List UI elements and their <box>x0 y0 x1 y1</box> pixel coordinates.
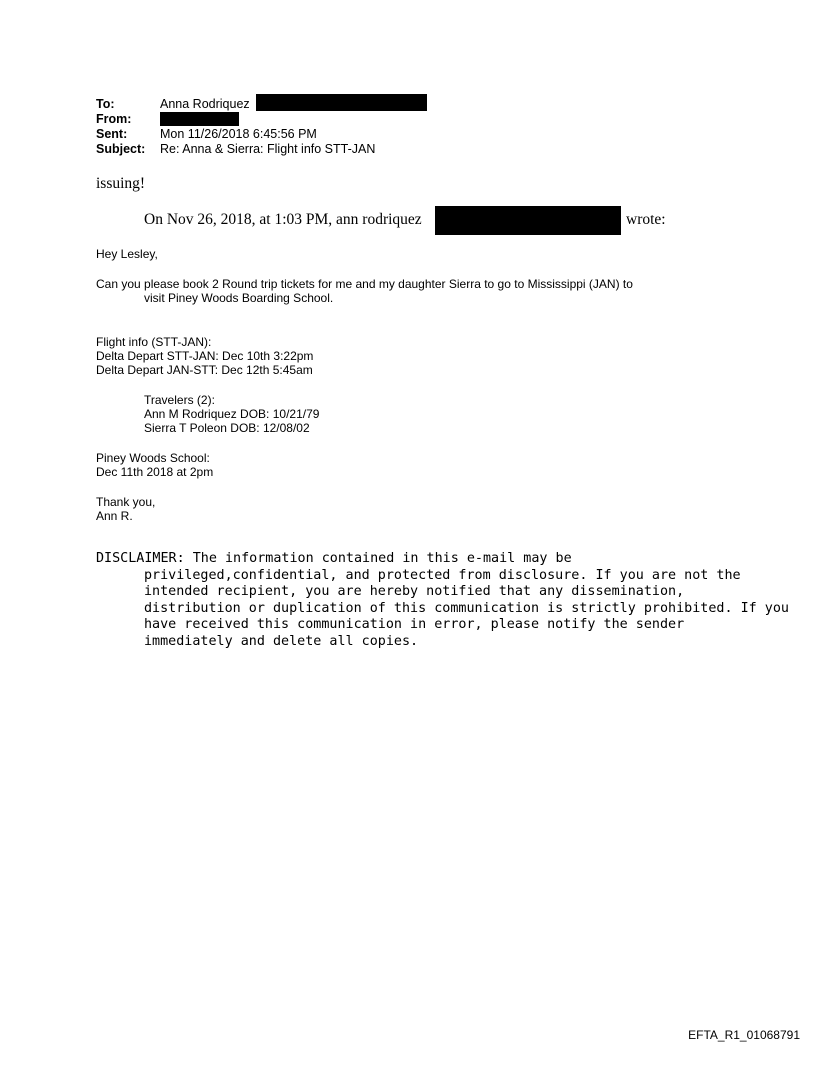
redaction-box <box>160 112 239 126</box>
quote-intro: On Nov 26, 2018, at 1:03 PM, ann rodriquez <box>144 211 422 228</box>
flight-line: Delta Depart JAN-STT: Dec 12th 5:45am <box>96 363 313 377</box>
from-label: From: <box>96 112 132 126</box>
quote-wrote: wrote: <box>626 211 666 228</box>
school-date: Dec 11th 2018 at 2pm <box>96 465 214 479</box>
disclaimer-line: distribution or duplication of this communication is strictly prohibited. If you <box>144 601 789 616</box>
redaction-box <box>435 206 621 235</box>
disclaimer-line: DISCLAIMER: The information contained in this e-mail may be <box>96 551 572 566</box>
signoff-name: Ann R. <box>96 509 133 523</box>
to-label: To: <box>96 97 115 111</box>
traveler-line: Ann M Rodriquez DOB: 10/21/79 <box>144 407 320 421</box>
subject-value: Re: Anna & Sierra: Flight info STT-JAN <box>160 142 376 156</box>
subject-label: Subject: <box>96 142 146 156</box>
reply-text: issuing! <box>96 175 146 192</box>
sent-value: Mon 11/26/2018 6:45:56 PM <box>160 127 317 141</box>
request-line: Can you please book 2 Round trip tickets for me and my daughter Sierra to go to Mississippi (JAN) to <box>96 277 633 291</box>
disclaimer-line: privileged,confidential, and protected from disclosure. If you are not the <box>144 568 741 583</box>
flight-heading: Flight info (STT-JAN): <box>96 335 212 349</box>
request-line: visit Piney Woods Boarding School. <box>144 291 334 305</box>
document-id: EFTA_R1_01068791 <box>688 1028 800 1042</box>
signoff-line: Thank you, <box>96 495 156 509</box>
school-heading: Piney Woods School: <box>96 451 210 465</box>
disclaimer-line: have received this communication in error, please notify the sender <box>144 617 685 632</box>
disclaimer-line: immediately and delete all copies. <box>144 634 419 649</box>
flight-line: Delta Depart STT-JAN: Dec 10th 3:22pm <box>96 349 314 363</box>
redaction-box <box>256 94 427 111</box>
to-value: Anna Rodriquez <box>160 97 250 111</box>
travelers-heading: Travelers (2): <box>144 393 215 407</box>
traveler-line: Sierra T Poleon DOB: 12/08/02 <box>144 421 310 435</box>
disclaimer-line: intended recipient, you are hereby notified that any dissemination, <box>144 584 685 599</box>
greeting: Hey Lesley, <box>96 247 158 261</box>
sent-label: Sent: <box>96 127 128 141</box>
